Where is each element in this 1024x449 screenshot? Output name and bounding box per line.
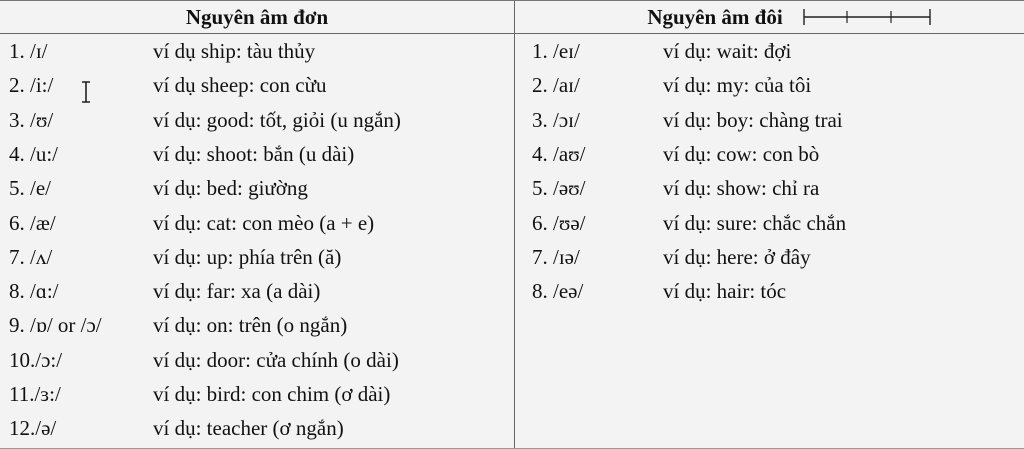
ipa-symbol: 10./ɔ:/ (9, 347, 63, 372)
monophthong-column (0, 1, 514, 449)
example-text: ví dụ: my: của tôi (663, 73, 812, 98)
ipa-symbol: 3. /ʊ/ (9, 107, 54, 132)
example-text: ví dụ: good: tốt, giỏi (u ngắn) (153, 107, 401, 132)
ipa-symbol: 4. /aʊ/ (532, 141, 586, 166)
ipa-symbol: 6. /ʊə/ (532, 210, 586, 235)
example-text: ví dụ ship: tàu thủy (153, 39, 316, 63)
example-text: ví dụ: far: xa (a dài) (153, 279, 321, 304)
ipa-symbol: 2. /aɪ/ (532, 73, 580, 98)
diphthong-header (515, 1, 1024, 34)
example-text: ví dụ: door: cửa chính (o dài) (153, 347, 399, 372)
example-text: ví dụ: wait: đợi (663, 39, 792, 63)
example-text: ví dụ: boy: chàng trai (663, 107, 843, 132)
ipa-symbol: 9. /ɒ/ or /ɔ/ (9, 313, 102, 338)
text-cursor-icon (80, 81, 92, 103)
ipa-symbol: 8. /eə/ (532, 279, 584, 304)
ruler-icon (803, 8, 931, 26)
diphthong-title: Nguyên âm đôi (647, 5, 783, 29)
monophthong-title: Nguyên âm đơn (185, 5, 329, 29)
ipa-symbol: 12./ə/ (9, 416, 57, 441)
example-text: ví dụ: bed: giường (153, 176, 308, 201)
ipa-symbol: 2. /i:/ (9, 73, 54, 98)
diphthong-column (514, 1, 1024, 449)
example-text: ví dụ sheep: con cừu (153, 73, 327, 98)
example-text: ví dụ: cow: con bò (663, 141, 820, 166)
ipa-symbol: 8. /ɑ:/ (9, 279, 59, 304)
ipa-symbol: 5. /əʊ/ (532, 176, 586, 201)
example-text: ví dụ: sure: chắc chắn (663, 210, 847, 235)
example-text: ví dụ: show: chỉ ra (663, 176, 820, 201)
ipa-symbol: 1. /eɪ/ (532, 39, 580, 63)
ipa-symbol: 5. /e/ (9, 176, 51, 201)
ipa-symbol: 1. /ɪ/ (9, 39, 48, 63)
ipa-symbol: 4. /u:/ (9, 141, 59, 166)
ipa-symbol: 11./ɜ:/ (9, 382, 61, 406)
monophthong-header (0, 1, 514, 34)
example-text: ví dụ: cat: con mèo (a + e) (153, 210, 375, 235)
ipa-symbol: 7. /ʌ/ (9, 244, 53, 269)
example-text: ví dụ: here: ở đây (663, 244, 811, 269)
ipa-symbol: 3. /ɔɪ/ (532, 107, 580, 132)
ipa-symbol: 6. /æ/ (9, 210, 56, 235)
example-text: ví dụ: bird: con chim (ơ dài) (153, 382, 391, 406)
ipa-symbol: 7. /ɪə/ (532, 244, 580, 269)
example-text: ví dụ: hair: tóc (663, 279, 787, 304)
example-text: ví dụ: shoot: bắn (u dài) (153, 141, 355, 166)
example-text: ví dụ: teacher (ơ ngắn) (153, 416, 344, 441)
example-text: ví dụ: on: trên (o ngắn) (153, 313, 348, 338)
example-text: ví dụ: up: phía trên (ă) (153, 244, 342, 269)
